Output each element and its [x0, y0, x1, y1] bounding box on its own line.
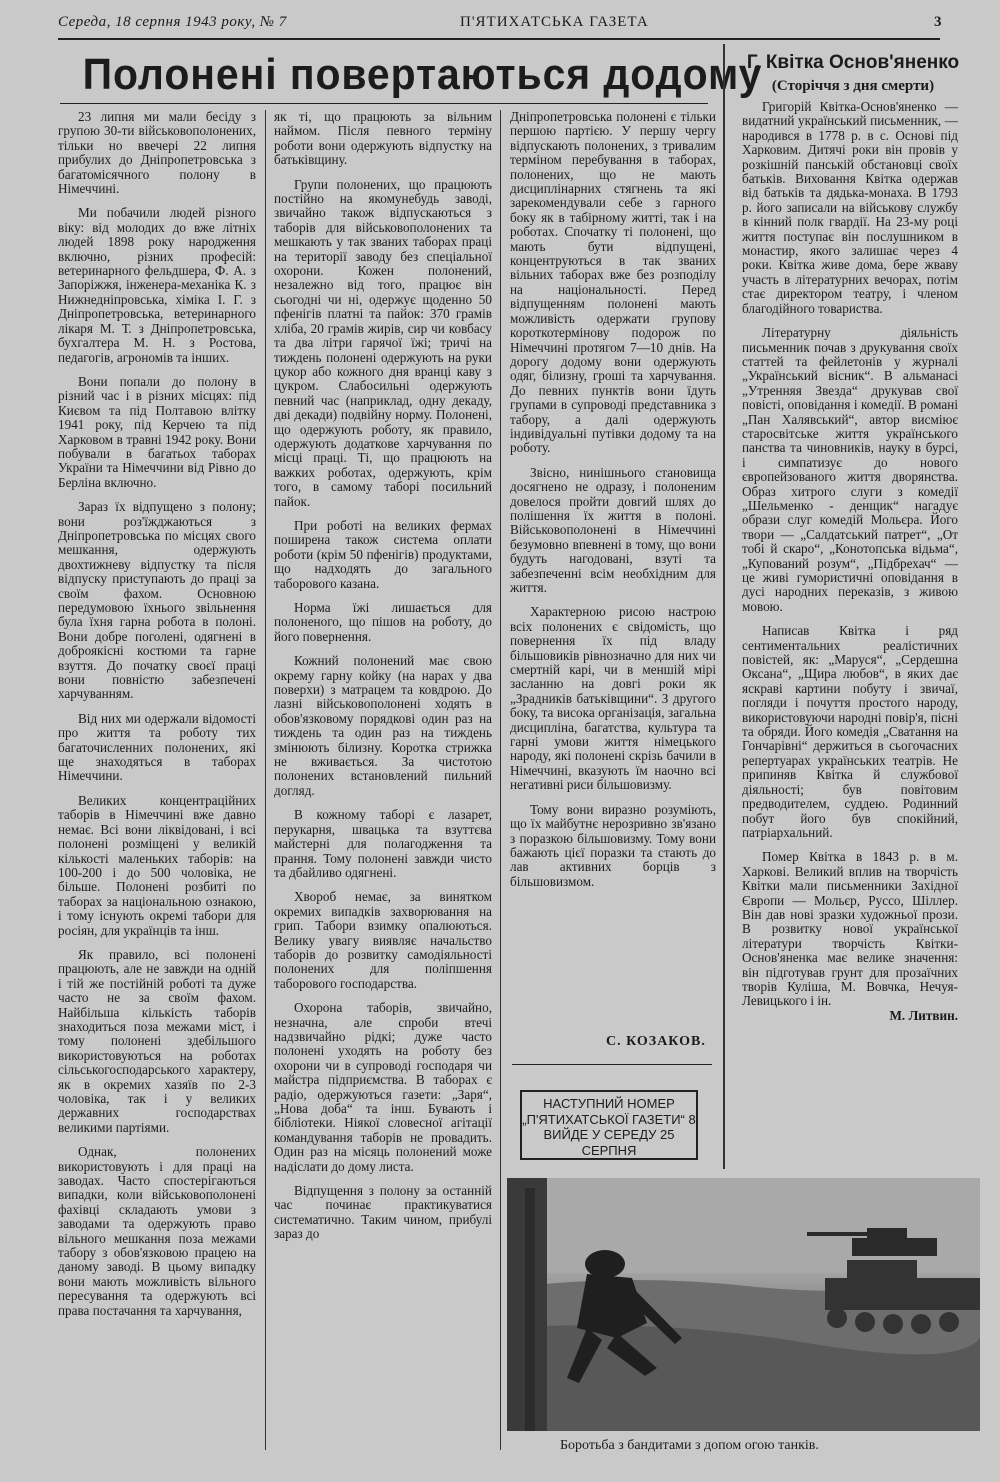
paragraph: При роботі на великих фермах поширена також система оплати роботи (крім 50 пфенігів) продуктами, що надходять до загального таборового казана.: [274, 517, 492, 591]
paragraph: Ми побачили людей різного віку: від молодих до вже літніх людей 1898 року народження включно, різних професій: ветеринарного фельдшера, Ф. А. з Запоріжжя, інженера-механіка К. з Нижнедніпровська, хіміка І. Г. з Дніпропетровська, ветеринарного лікаря М. Т. з Дніпропетровська, бухгалтера М. Н. з Ростова, педагогів, агрономів та інших.: [58, 205, 256, 365]
paragraph: Однак, полонених використовують і для праці на заводах. Часто спостерігаються випадки, коли військовополонені фахівці складають умови з заводами та одержують право вільного мешкання поза межами табору з обов'язковою працею на даному заводі. В цьому випадку вони мають можливість вільного пересування та одержують всі права постачання та харчування,: [58, 1144, 256, 1318]
article-column-1: [58, 110, 256, 1328]
kvitka-signature: М. Литвин.: [889, 1007, 958, 1023]
next-issue-notice: НАСТУПНИЙ НОМЕР „П'ЯТИХАТСЬКОЇ ГАЗЕТИ“ 8 ВИЙДЕ У СЕРЕДУ 25 СЕРПНЯ: [520, 1090, 698, 1160]
paragraph: В кожному таборі є лазарет, перукарня, швацька та взуттєва майстерні для полагодження та прання. Тому полонені завжди чисто та дбайливо одягнені.: [274, 807, 492, 880]
kvitka-column: [742, 100, 958, 1023]
paragraph: Від них ми одержали відомості про життя та роботу тих багаточисленних полонених, які ще знаходяться в таборах Німеччини.: [58, 710, 256, 784]
paragraph: Дніпропетровська полонені є тільки першою партією. У першу чергу відпускають полонених, з тривалим терміном перебування в таборах, полонених, що не мають дисциплінарних стягнень та які зарекомендували себе з гарного боку як в табірному житті, так і на роботах. Спочатку ті полонені, що мають бути відпущені, концентруються в так званих вільних таборах вже без розподілу на національності. Перед відпущенням полонені мають можливість одержати групову короткотермінову подорож по Німеччині протягом 7—10 днів. На дорогу додому вони одержують одяг, білизну, гроші та харчування. До певних пунктів вони їдуть групами в супроводі представника з табору, а далі одержують індивідуальні путівки додому та на роботу.: [510, 109, 716, 456]
photo-caption: Боротьба з бандитами з допом огою танків.: [560, 1438, 819, 1453]
paragraph: Великих концентраційних таборів в Німеччині вже давно немає. Всі вони ліквідовані, і всі полонені розміщені у великій кількості маленьких таборів: на 100-200 і до 500 чоловіка, не більше. Полонені розбиті по таборах за національною ознакою, і тому існують окремі табори для росіян, для українців та інш.: [58, 792, 256, 938]
article-signature: С. КОЗАКОВ.: [606, 1034, 706, 1049]
column-rule-1: [265, 110, 266, 1450]
paragraph: Групи полонених, що працюють постійно на якомунебудь заводі, звичайно також відпускаються з таборів для військовополонених та мешкають у так званих таборах праці на території заводу без спеціальної охорони. Кожен полонений, незалежно від того, працює він сьогодні чи ні, одержує щоденно 50 пфенігів платні та пайок: 370 грамів хліба, 20 грамів жирів, сир чи ковбасу та два літри гарячої їжі; тричі на тиждень полонені одержують на руки цукор або кожного дня вранці каву з цукром. Слабосильні одержують певний час (наприклад, одну декаду, дві декади) подвійну норму. Полонені, що одержують роботу, як правило, одержують додаткове харчування по місці праці. Ті, що працюють на важких роботах, одержують, крім того, в самому таборі посильний пайок.: [274, 176, 492, 509]
issue-date: Середа, 18 серпня 1943 року, № 7: [58, 14, 287, 30]
kvitka-title: Г. Квітка Основ'яненко: [746, 52, 960, 73]
paragraph: як ті, що працюють за вільним наймом. Після певного терміну роботи вони одержують відпустку на батьківщину.: [274, 109, 492, 168]
paragraph: 23 липня ми мали бесіду з групою 30-ти військовополонених, тільки но ввечері 22 липня прибулих до Дніпропетровська з багатомісячного полону в Німеччині.: [58, 109, 256, 197]
paragraph: Відпущення з полону за останній час починає практикуватися систематично. Таким чином, прибулі зараз до: [274, 1183, 492, 1242]
paragraph: Написав Квітка і ряд сентиментальних реалістичних повістей, як: „Маруся“, „Сердешна Оксана“, „Щира любов“, в яких дає яскраві картини побуту і звичаї, погляди і почуття простого народу, використовуючи народні повір'я, пісні та обряди. Його комедія „Сватання на Гончарівні“ держиться в сьогочасних репертуарах українських театрів. Не припиняв Квітка й службової діяльності; був повітовим предводителем, суддею. Родинний побут його був спокійний, патріархальний.: [742, 623, 958, 840]
column-rule-2: [500, 110, 501, 1450]
paragraph: Літературну діяльність письменник почав з друкування своїх статтей та фейлетонів у журналі „Український вісник“. В альманасі „Утренняя Звезда“ друкував свої повісті, оповідання і комедії. В романі „Пан Халявський“, автор висміює старосвітське життя українського панства та чиновників, науку в бурсі, і симпатизує до нового європейзованого життя дворянства. Образ хитрого слуги з комедії „Шельменко - денщик“ нагадує образи слуг комедій Мольєра. Його твори — „Салдатський патрет“, „От тобі й скаро“, „Конотопська відьма“, „Купований розум“, „Підбрехач“ — це живі гумористичні оповідання в дусі народних переказів, з живою мовою.: [742, 325, 958, 614]
kvitka-subtitle: (Сторіччя з дня смерти): [771, 78, 935, 94]
page-header: [58, 12, 942, 36]
paragraph: Норма їжі лишається для полоненого, що пішов на роботу, до його повернення.: [274, 600, 492, 644]
paragraph: Охорона таборів, звичайно, незначна, але спроби втечі надзвичайно рідкі; дуже часто полонені уходять на роботу без охорони чи в супроводі господаря чи майстра підприємства. В таборах є радіо, одержуються газети: „Заря“, „Нова доба“ та інш. Бувають і бібліотеки. Ніякої словесної агітації командування таборів не провадить. Один раз на місяць полонений може надіслати до дому листа.: [274, 1000, 492, 1174]
soldier-tank-image: [507, 1178, 980, 1431]
paragraph: Кожний полонений має свою окрему гарну койку (на нарах у два поверхи) з матрацем та ковдрою. До лазні військовополонені ходять в обов'язковому порядкові один раз на тиждень та один раз на тиждень змінюють білизну. Коротка стрижка не вживається. За чистотою полонених встановлений пильний догляд.: [274, 653, 492, 798]
article-column-3: [510, 110, 716, 899]
news-photo: [507, 1178, 980, 1431]
header-rule: [58, 38, 940, 40]
paragraph: Як правило, всі полонені працюють, але не завжди на одній і тій же постійній роботі та дуже часто не за своїм фахом. Найбільша кількість таборів знаходиться поза межами міст, і тому полонені здебільшого використовуються на роботах сільськогосподарського характеру, як в окремих хазяїв по 2-3 чоловіка, так і у великих державних господарствах великими партіями.: [58, 946, 256, 1135]
paragraph: Зараз їх відпущено з полону; вони роз'їжджаються з Дніпропетровська по місцях свого мешкання, одержують двохтижневу відпустку та після відпуску приступають до праці за своїм фахом. Основною передумовою їхнього звільнення була їхня гарна робота в полоні. Вони добре поголені, одягнені в доброякісні костюми та гарне взуття. До початку своєї праці вони повністю забезпечені харчуванням.: [58, 499, 256, 702]
paragraph: Григорій Квітка-Основ'яненко — видатний український письменник, — народився в 1778 р. в с. Основі під Харковим. Дитячі роки він провів у розкішній панській обстановці своїх батьків. Виховання Квітка одержав від батьків та дядька-монаха. В 1793 р. його записали на військову службу в кінний полк гвардії. На 23-му році життя поступає він послушником в монастир, якого залишає через 4 роки. Квітка живе дома, бере жваву участь в літературних вечорах, потім стає директором театру, і членом благодійного товариства.: [742, 99, 958, 316]
paragraph: Хвороб немає, за винятком окремих випадків захворювання на грип. Табори взимку опалюються. Велику увагу виявляє начальство таборів до розвитку самодіяльності полонених для поліпшення таборового господарства.: [274, 889, 492, 991]
paragraph: Тому вони виразно розуміють, що їх майбутнє нерозривно зв'язано з поразкою більшовизму. Тому вони бажають цієї поразки та стають до лав активних борців з більшовизмом.: [510, 801, 716, 889]
page-number: 3: [934, 14, 942, 30]
paragraph: Звісно, нинішнього становища досягнено не одразу, і полоненим довелося пройти довгий шлях до полішення їх життя в полоні. Військовополонені в Німеччині безумовно впевнені в тому, що вони будуть нагодовані, взуті та забезпеченні всім необхідним для життя.: [510, 464, 716, 595]
signature-rule: [512, 1064, 712, 1065]
article-column-2: [274, 110, 492, 1252]
paper-name: П'ЯТИХАТСЬКА ГАЗЕТА: [460, 14, 649, 30]
column-rule-3: [723, 44, 725, 1169]
paragraph: Характерною рисою настрою всіх полонених є свідомість, що повернення їх під владу більшовиків рівнозначно для них чи смертній карі, чи в меншій мірі засланню на довгі роки як „Зрадників батьківщини“. З другого боку, та висока організація, загальна дисципліна, багатства, культура та гарні умови життя німецького народу, які полонені скрізь бачили в Німеччині, вказують їм наочно всі негативні риси більшовизму.: [510, 604, 716, 793]
paragraph: Помер Квітка в 1843 р. в м. Харкові. Великий вплив на творчість Квітки мали письменники Західної Європи — Мольєр, Руссо, Шіллер. Він дав нові зразки художньої прози. В розвитку нової української літератури творчість Квітки-Основ'яненка має велике значення: він підготував грунт для прозаїчних творів Куліша, М. Вовчка, Нечуя-Левицького і ін.: [742, 849, 958, 1009]
paragraph: Вони попали до полону в різний час і в різних місцях: під Києвом та під Полтавою влітку 1941 року, під Керчею та під Харковом в травні 1942 року. Вони побували в багатьох таборах України та Німеччини від Рівно до Берліна включно.: [58, 373, 256, 490]
article-headline: Полонені повертаються додому: [82, 50, 763, 99]
headline-rule: [60, 103, 708, 104]
